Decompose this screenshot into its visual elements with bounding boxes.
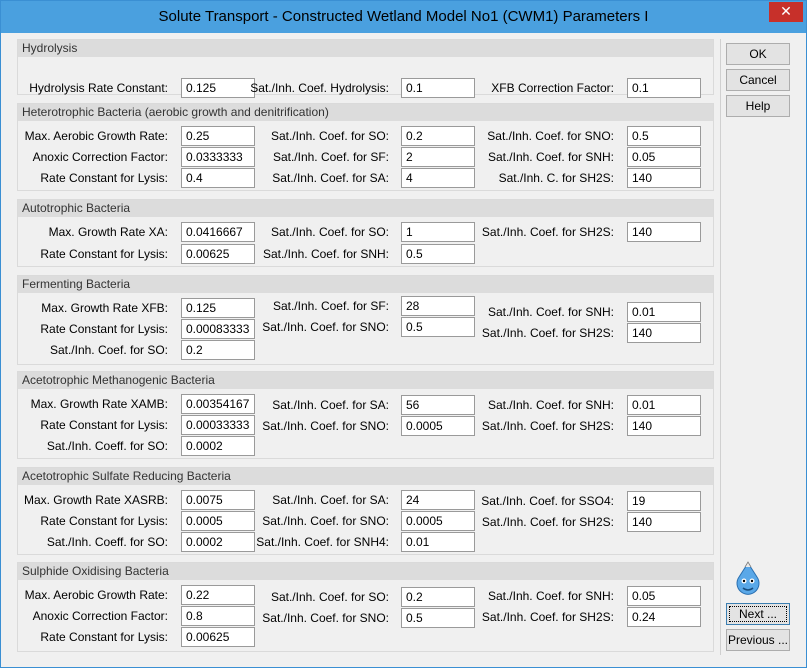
param-input[interactable] bbox=[401, 532, 475, 552]
help-button[interactable]: Help bbox=[726, 95, 790, 117]
param-label: Sat./Inh. Coeff. for SO: bbox=[46, 439, 168, 453]
param-label: Sat./Inh. Coef. for SF: bbox=[272, 150, 389, 164]
param-label: Sat./Inh. Coef. for SF: bbox=[272, 299, 389, 313]
param-input[interactable] bbox=[627, 78, 701, 98]
group-fermenting bbox=[17, 275, 714, 365]
param-label: Anoxic Correction Factor: bbox=[32, 609, 168, 623]
param-input[interactable] bbox=[401, 511, 475, 531]
param-label: Sat./Inh. Coef. for SNO: bbox=[262, 514, 389, 528]
param-label: Sat./Inh. Coeff. for SO: bbox=[46, 535, 168, 549]
param-input[interactable] bbox=[401, 168, 475, 188]
param-input[interactable] bbox=[401, 608, 475, 628]
param-label: Sat./Inh. Coef. for SNH4: bbox=[256, 535, 389, 549]
param-input[interactable] bbox=[627, 126, 701, 146]
param-label: Sat./Inh. Coef. for SSO4: bbox=[481, 494, 614, 508]
param-input[interactable] bbox=[627, 586, 701, 606]
param-input[interactable] bbox=[401, 78, 475, 98]
cancel-button[interactable]: Cancel bbox=[726, 69, 790, 91]
param-input[interactable] bbox=[401, 222, 475, 242]
param-input[interactable] bbox=[181, 436, 255, 456]
param-input[interactable] bbox=[401, 147, 475, 167]
param-input[interactable] bbox=[181, 222, 255, 242]
param-input[interactable] bbox=[181, 168, 255, 188]
param-label: Sat./Inh. Coef. for SNO: bbox=[262, 611, 389, 625]
param-input[interactable] bbox=[181, 340, 255, 360]
param-label: Max. Growth Rate XA: bbox=[48, 225, 168, 239]
param-input[interactable] bbox=[627, 222, 701, 242]
param-input[interactable] bbox=[627, 302, 701, 322]
param-label: Rate Constant for Lysis: bbox=[40, 322, 168, 336]
param-input[interactable] bbox=[401, 416, 475, 436]
group-sulphide bbox=[17, 562, 714, 652]
group-title: Hydrolysis bbox=[18, 40, 713, 57]
close-icon[interactable]: ✕ bbox=[769, 2, 803, 22]
param-label: XFB Correction Factor: bbox=[491, 81, 614, 95]
param-label: Rate Constant for Lysis: bbox=[40, 247, 168, 261]
param-label: Max. Aerobic Growth Rate: bbox=[24, 588, 168, 602]
param-input[interactable] bbox=[181, 532, 255, 552]
group-title: Acetotrophic Methanogenic Bacteria bbox=[18, 372, 713, 389]
group-methanogenic bbox=[17, 371, 714, 459]
param-label: Sat./Inh. Coef. for SH2S: bbox=[481, 419, 614, 433]
param-label: Rate Constant for Lysis: bbox=[40, 171, 168, 185]
param-input[interactable] bbox=[627, 491, 701, 511]
ok-button[interactable]: OK bbox=[726, 43, 790, 65]
param-input[interactable] bbox=[181, 490, 255, 510]
param-input[interactable] bbox=[401, 296, 475, 316]
param-input[interactable] bbox=[181, 319, 255, 339]
param-label: Sat./Inh. Coef. for SNO: bbox=[487, 129, 614, 143]
param-input[interactable] bbox=[181, 585, 255, 605]
param-label: Max. Aerobic Growth Rate: bbox=[24, 129, 168, 143]
param-label: Rate Constant for Lysis: bbox=[40, 514, 168, 528]
param-label: Sat./Inh. Coef. for SNO: bbox=[262, 419, 389, 433]
param-input[interactable] bbox=[627, 168, 701, 188]
param-label: Rate Constant for Lysis: bbox=[40, 630, 168, 644]
param-label: Sat./Inh. Coef. for SNH: bbox=[262, 247, 389, 261]
param-input[interactable] bbox=[181, 606, 255, 626]
group-title: Fermenting Bacteria bbox=[18, 276, 713, 293]
param-input[interactable] bbox=[401, 490, 475, 510]
group-title: Heterotrophic Bacteria (aerobic growth and denitrification) bbox=[18, 104, 713, 121]
param-input[interactable] bbox=[181, 298, 255, 318]
param-input[interactable] bbox=[627, 323, 701, 343]
param-label: Sat./Inh. Coef. for SH2S: bbox=[481, 515, 614, 529]
water-drop-mascot-icon bbox=[731, 561, 765, 599]
param-label: Sat./Inh. Coef. Hydrolysis: bbox=[250, 81, 389, 95]
next-button[interactable]: Next ... bbox=[726, 603, 790, 625]
group-sulfate bbox=[17, 467, 714, 555]
group-hydrolysis bbox=[17, 39, 714, 95]
param-input[interactable] bbox=[181, 244, 255, 264]
group-title: Acetotrophic Sulfate Reducing Bacteria bbox=[18, 468, 713, 485]
param-label: Sat./Inh. Coef. for SNH: bbox=[487, 398, 614, 412]
param-label: Sat./Inh. Coef. for SA: bbox=[272, 398, 389, 412]
previous-button[interactable]: Previous ... bbox=[726, 629, 790, 651]
param-label: Sat./Inh. Coef. for SO: bbox=[270, 590, 389, 604]
param-label: Anoxic Correction Factor: bbox=[32, 150, 168, 164]
param-label: Sat./Inh. Coef. for SH2S: bbox=[481, 326, 614, 340]
param-input[interactable] bbox=[627, 147, 701, 167]
param-input[interactable] bbox=[181, 126, 255, 146]
param-label: Sat./Inh. Coef. for SNH: bbox=[487, 589, 614, 603]
param-label: Max. Growth Rate XASRB: bbox=[23, 493, 168, 507]
group-autotrophic bbox=[17, 199, 714, 267]
param-input[interactable] bbox=[627, 607, 701, 627]
param-label: Sat./Inh. Coef. for SH2S: bbox=[481, 610, 614, 624]
param-label: Hydrolysis Rate Constant: bbox=[29, 81, 168, 95]
dialog-client bbox=[9, 33, 798, 661]
param-input[interactable] bbox=[401, 244, 475, 264]
window-title: Solute Transport - Constructed Wetland Model No1 (CWM1) Parameters I bbox=[158, 8, 649, 25]
group-title: Sulphide Oxidising Bacteria bbox=[18, 563, 713, 580]
param-input[interactable] bbox=[627, 395, 701, 415]
param-label: Sat./Inh. Coef. for SO: bbox=[270, 129, 389, 143]
param-input[interactable] bbox=[181, 415, 255, 435]
param-label: Sat./Inh. Coef. for SH2S: bbox=[481, 225, 614, 239]
group-title: Autotrophic Bacteria bbox=[18, 200, 713, 217]
param-label: Sat./Inh. Coef. for SNH: bbox=[487, 305, 614, 319]
param-input[interactable] bbox=[627, 416, 701, 436]
param-input[interactable] bbox=[401, 587, 475, 607]
param-input[interactable] bbox=[401, 126, 475, 146]
param-label: Sat./Inh. Coef. for SA: bbox=[272, 171, 389, 185]
param-label: Sat./Inh. Coef. for SNH: bbox=[487, 150, 614, 164]
param-label: Sat./Inh. Coef. for SO: bbox=[270, 225, 389, 239]
param-input[interactable] bbox=[181, 78, 255, 98]
param-label: Rate Constant for Lysis: bbox=[40, 418, 168, 432]
separator bbox=[720, 39, 721, 655]
param-input[interactable] bbox=[627, 512, 701, 532]
param-label: Sat./Inh. Coef. for SA: bbox=[272, 493, 389, 507]
param-label: Max. Growth Rate XFB: bbox=[41, 301, 168, 315]
param-label: Sat./Inh. Coef. for SNO: bbox=[262, 320, 389, 334]
param-label: Sat./Inh. Coef. for SO: bbox=[49, 343, 168, 357]
title-bar bbox=[1, 1, 806, 33]
param-input[interactable] bbox=[181, 394, 255, 414]
param-label: Max. Growth Rate XAMB: bbox=[30, 397, 168, 411]
param-input[interactable] bbox=[401, 395, 475, 415]
param-input[interactable] bbox=[181, 511, 255, 531]
param-input[interactable] bbox=[181, 627, 255, 647]
group-heterotrophic bbox=[17, 103, 714, 191]
param-label: Sat./Inh. C. for SH2S: bbox=[498, 171, 614, 185]
param-input[interactable] bbox=[181, 147, 255, 167]
param-input[interactable] bbox=[401, 317, 475, 337]
